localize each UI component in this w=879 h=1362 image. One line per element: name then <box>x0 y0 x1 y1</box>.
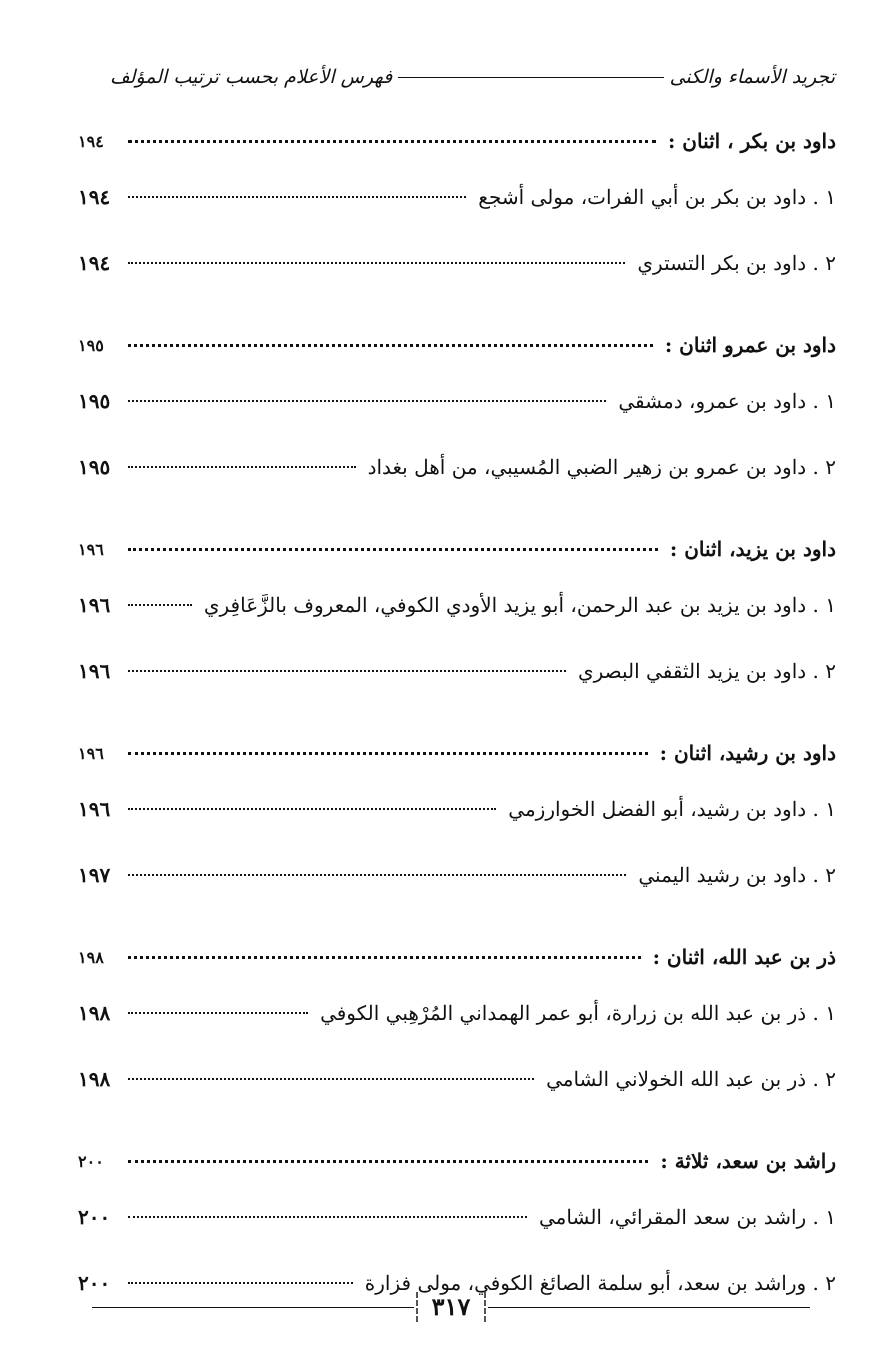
entry-page: ٢٠٠ <box>78 1271 111 1295</box>
entry-label: ١ . داود بن بكر بن أبي الفرات، مولى أشجع <box>478 185 836 209</box>
index-group <box>78 322 836 500</box>
dot-leader <box>128 344 653 347</box>
heading-page: ١٩٦ <box>78 743 104 763</box>
dot-leader <box>128 808 496 810</box>
dot-leader <box>128 196 466 198</box>
dot-leader <box>128 262 625 264</box>
index-group <box>78 118 836 296</box>
index-group <box>78 526 836 704</box>
entry-label: ٢ . داود بن بكر التستري <box>637 251 836 275</box>
heading-label: داود بن رشيد، اثنان : <box>659 741 836 765</box>
group-heading <box>78 934 836 980</box>
dot-leader <box>128 548 658 551</box>
entry-label: ١ . راشد بن سعد المقرائي، الشامي <box>539 1205 836 1229</box>
dot-leader <box>128 1012 308 1014</box>
heading-page: ٢٠٠ <box>78 1151 104 1171</box>
running-head <box>110 62 835 92</box>
dot-leader <box>128 140 656 143</box>
index-entry <box>78 980 836 1046</box>
entry-page: ١٩٤ <box>78 185 111 209</box>
entry-label: ١ . داود بن يزيد بن عبد الرحمن، أبو يزيد الأودي الكوفي، المعروف بالزَّعَافِري <box>203 593 836 617</box>
group-heading <box>78 526 836 572</box>
entry-page: ١٩٦ <box>78 659 111 683</box>
footer-rule <box>488 1307 810 1308</box>
dot-leader <box>128 670 566 672</box>
index-entry <box>78 164 836 230</box>
entry-page: ١٩٧ <box>78 863 111 887</box>
dot-leader <box>128 466 356 468</box>
dot-leader <box>128 874 626 876</box>
dot-leader <box>128 1282 353 1284</box>
entry-label: ٢ . داود بن رشيد اليمني <box>638 863 836 887</box>
index-group <box>78 730 836 908</box>
heading-page: ١٩٤ <box>78 131 104 151</box>
entry-page: ١٩٥ <box>78 389 111 413</box>
heading-page: ١٩٨ <box>78 947 104 967</box>
index-entry <box>78 1046 836 1112</box>
entry-page: ٢٠٠ <box>78 1205 111 1229</box>
page-footer <box>92 1290 810 1324</box>
group-heading <box>78 322 836 368</box>
entry-label: ٢ . داود بن يزيد الثقفي البصري <box>577 659 836 683</box>
group-heading <box>78 118 836 164</box>
entry-label: ٢ . داود بن عمرو بن زهير الضبي المُسيبي، من أهل بغداد <box>367 455 836 479</box>
entry-page: ١٩٦ <box>78 593 111 617</box>
entry-page: ١٩٨ <box>78 1067 111 1091</box>
group-heading <box>78 1138 836 1184</box>
index-entry <box>78 368 836 434</box>
heading-label: ذر بن عبد الله، اثنان : <box>652 945 836 969</box>
heading-label: راشد بن سعد، ثلاثة : <box>660 1149 836 1173</box>
index-group <box>78 934 836 1112</box>
section-title: فهرس الأعلام بحسب ترتيب المؤلف <box>110 66 393 88</box>
heading-label: داود بن بكر ، اثنان : <box>667 129 836 153</box>
group-heading <box>78 730 836 776</box>
dot-leader <box>128 604 192 606</box>
heading-page: ١٩٦ <box>78 539 104 559</box>
dot-leader <box>128 1160 648 1163</box>
entry-label: ١ . داود بن رشيد، أبو الفضل الخوارزمي <box>508 797 836 821</box>
entry-page: ١٩٨ <box>78 1001 111 1025</box>
index-entry <box>78 230 836 296</box>
entry-label: ٢ . وراشد بن سعد، أبو سلمة الصائغ الكوفي، مولى فزارة <box>364 1271 836 1295</box>
entry-label: ١ . ذر بن عبد الله بن زرارة، أبو عمر الهمداني المُرْهِبي الكوفي <box>320 1001 836 1025</box>
name-index <box>78 118 836 1342</box>
index-entry <box>78 572 836 638</box>
book-title: تجريد الأسماء والكنى <box>669 66 835 88</box>
entry-page: ١٩٦ <box>78 797 111 821</box>
entry-label: ١ . داود بن عمرو، دمشقي <box>618 389 836 413</box>
entry-page: ١٩٤ <box>78 251 111 275</box>
page-number: ٣١٧ <box>416 1292 487 1322</box>
footer-rule <box>92 1307 414 1308</box>
index-entry <box>78 1184 836 1250</box>
dot-leader <box>128 752 648 755</box>
heading-label: داود بن عمرو اثنان : <box>664 333 836 357</box>
dot-leader <box>128 956 641 959</box>
entry-page: ١٩٥ <box>78 455 111 479</box>
entry-label: ٢ . ذر بن عبد الله الخولاني الشامي <box>546 1067 836 1091</box>
index-entry <box>78 842 836 908</box>
header-rule <box>398 77 663 78</box>
index-entry <box>78 434 836 500</box>
dot-leader <box>128 400 606 402</box>
heading-page: ١٩٥ <box>78 335 104 355</box>
dot-leader <box>128 1216 527 1218</box>
index-entry <box>78 776 836 842</box>
dot-leader <box>128 1078 534 1080</box>
heading-label: داود بن يزيد، اثنان : <box>669 537 836 561</box>
index-entry <box>78 638 836 704</box>
